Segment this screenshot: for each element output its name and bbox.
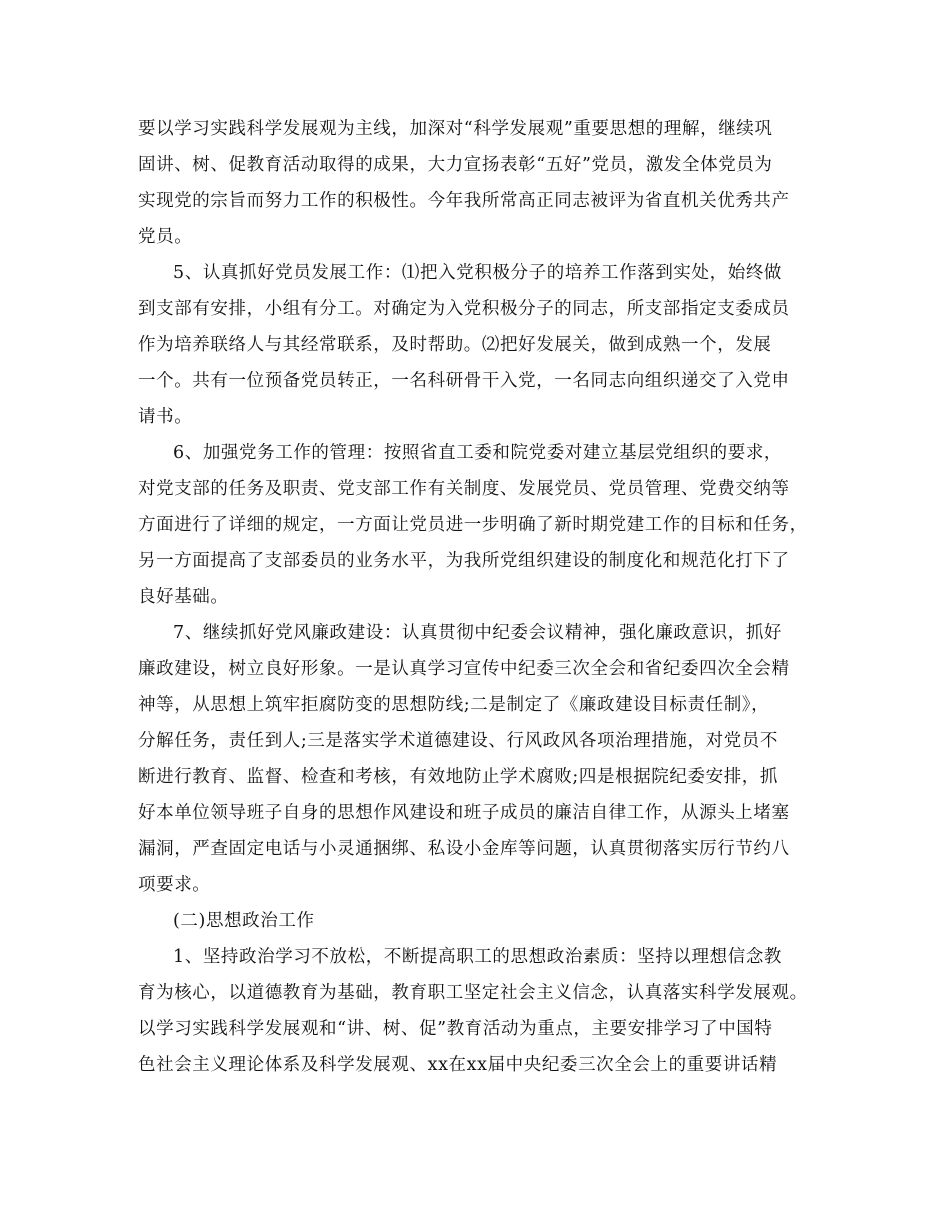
text-line: 分解任务，责任到人;三是落实学术道德建设、行风政风各项治理措施，对党员不	[138, 731, 778, 751]
text-line: 对党支部的任务及职责、党支部工作有关制度、发展党员、党员管理、党费交纳等	[138, 479, 790, 499]
text-line: 项要求。	[138, 875, 211, 895]
text-line: 色社会主义理论体系及科学发展观、xx在xx届中央纪委三次全会上的重要讲话精	[138, 1055, 778, 1075]
section-heading: (二)思想政治工作	[173, 911, 315, 931]
paragraph-start-line: 5、认真抓好党员发展工作：⑴把入党积极分子的培养工作落到实处，始终做	[173, 263, 783, 283]
paragraph-start-line: 7、继续抓好党风廉政建设：认真贯彻中纪委会议精神，强化廉政意识，抓好	[173, 623, 783, 643]
text-line: 作为培养联络人与其经常联系，及时帮助。⑵把好发展关，做到成熟一个，发展	[138, 335, 772, 355]
text-line: 漏洞，严查固定电话与小灵通捆绑、私设小金库等问题，认真贯彻落实厉行节约八	[138, 839, 790, 859]
text-line: 到支部有安排，小组有分工。对确定为入党积极分子的同志，所支部指定支委成员	[138, 299, 790, 319]
text-line: 神等，从思想上筑牢拒腐防变的思想防线;二是制定了《廉政建设目标责任制》，	[138, 695, 770, 715]
paragraph-start-line: 1、坚持政治学习不放松，不断提高职工的思想政治素质：坚持以理想信念教	[173, 947, 783, 967]
text-line: 育为核心，以道德教育为基础，教育职工坚定社会主义信念，认真落实科学发展观。	[138, 983, 808, 1003]
text-line: 一个。共有一位预备党员转正，一名科研骨干入党，一名同志向组织递交了入党申	[138, 371, 790, 391]
text-line: 另一方面提高了支部委员的业务水平，为我所党组织建设的制度化和规范化打下了	[138, 551, 790, 571]
text-line: 请书。	[138, 407, 193, 427]
text-line: 固讲、树、促教育活动取得的成果，大力宣扬表彰“五好”党员，激发全体党员为	[138, 155, 773, 175]
text-line: 以学习实践科学发展观和“讲、树、促”教育活动为重点，主要安排学习了中国特	[138, 1019, 773, 1039]
text-line: 断进行教育、监督、检查和考核，有效地防止学术腐败;四是根据院纪委安排，抓	[138, 767, 778, 787]
text-line: 廉政建设，树立良好形象。一是认真学习宣传中纪委三次全会和省纪委四次全会精	[138, 659, 790, 679]
text-line: 党员。	[138, 227, 193, 247]
paragraph-start-line: 6、加强党务工作的管理：按照省直工委和院党委对建立基层党组织的要求，	[173, 443, 783, 463]
text-line: 好本单位领导班子自身的思想作风建设和班子成员的廉洁自律工作，从源头上堵塞	[138, 803, 790, 823]
text-line: 实现党的宗旨而努力工作的积极性。今年我所常高正同志被评为省直机关优秀共产	[138, 191, 790, 211]
text-line: 方面进行了详细的规定，一方面让党员进一步明确了新时期党建工作的目标和任务，	[138, 515, 808, 535]
text-line: 要以学习实践科学发展观为主线，加深对“科学发展观”重要思想的理解，继续巩	[138, 119, 773, 139]
text-line: 良好基础。	[138, 587, 229, 607]
